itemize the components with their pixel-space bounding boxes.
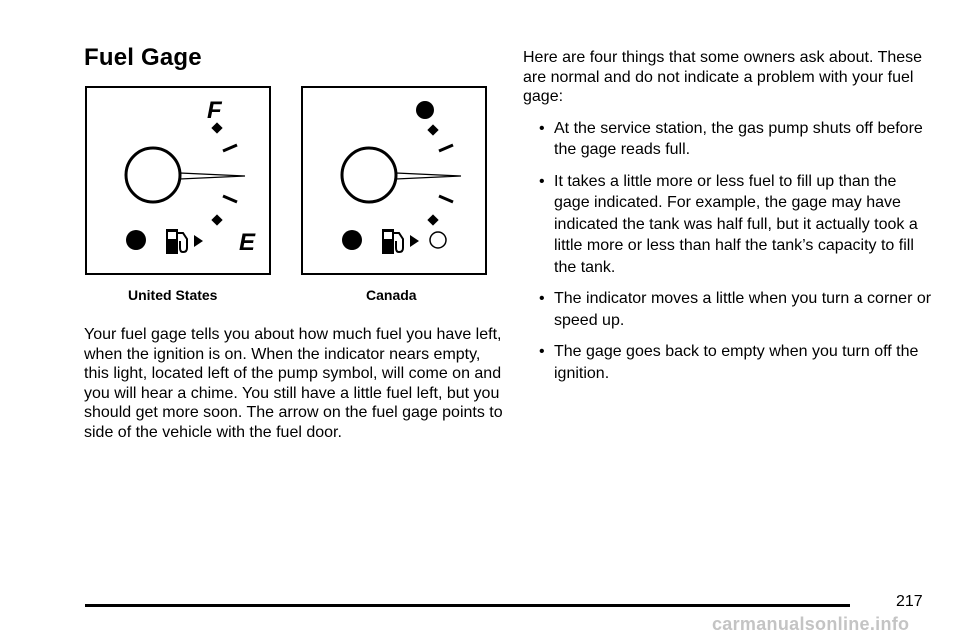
fuel-door-arrow-icon (194, 235, 203, 247)
empty-open-circle-icon (430, 232, 446, 248)
site-watermark: carmanualsonline.info (712, 614, 910, 634)
caption-united-states: United States (128, 287, 218, 303)
fuel-pump-icon (166, 229, 187, 254)
low-fuel-light-icon (126, 230, 146, 250)
gauge-needle (180, 173, 245, 179)
fuel-gage-description: Your fuel gage tells you about how much fuel you have left, when the ignition is on. When the indicator nears empty, this light, located left of the pump symbol, will come on and you will hear a chime. You still have a little fuel left, but you should get more soon. The arrow on the fuel gage points to side of the vehicle with the fuel door. (84, 326, 503, 441)
full-label: F (207, 97, 222, 124)
full-mark-diamond (427, 124, 438, 135)
empty-mark-diamond (427, 214, 438, 225)
gauge-tick-upper (439, 145, 453, 151)
fuel-pump-icon (382, 229, 403, 254)
footer-rule (85, 604, 850, 607)
fuel-gauge-us (85, 86, 271, 275)
full-filled-circle-icon (416, 101, 434, 119)
empty-label: E (239, 229, 256, 256)
list-item: • The gage goes back to empty when you turn off the ignition. (523, 341, 933, 384)
gauge-tick-lower (223, 196, 237, 202)
gauge-pivot-circle (342, 148, 396, 202)
gauge-needle (396, 173, 461, 179)
gauge-pivot-circle (126, 148, 180, 202)
page-number: 217 (896, 593, 923, 610)
owner-questions-intro: Here are four things that some owners ask about. These are normal and do not indicate a problem with your fuel gage: (523, 49, 923, 106)
fuel-gauge-canada-drawing (303, 88, 489, 277)
list-item: • It takes a little more or less fuel to fill up than the gage indicated. For example, the gage may have indicated the tank was half full, but it actually took a little more or less than half the tank’s capacity to fill the tank. (523, 171, 933, 279)
caption-canada: Canada (366, 287, 417, 303)
empty-mark-diamond (211, 214, 222, 225)
fuel-gauge-canada (301, 86, 487, 275)
page-title: Fuel Gage (84, 44, 202, 71)
owner-questions-section (523, 48, 933, 394)
list-item: • At the service station, the gas pump shuts off before the gage reads full. (523, 118, 933, 161)
full-mark-diamond (211, 122, 222, 133)
owner-questions-list (523, 118, 933, 385)
list-item: • The indicator moves a little when you turn a corner or speed up. (523, 288, 933, 331)
fuel-door-arrow-icon (410, 235, 419, 247)
gauge-tick-lower (439, 196, 453, 202)
gauge-tick-upper (223, 145, 237, 151)
fuel-gauge-us-drawing (87, 88, 273, 277)
low-fuel-light-icon (342, 230, 362, 250)
